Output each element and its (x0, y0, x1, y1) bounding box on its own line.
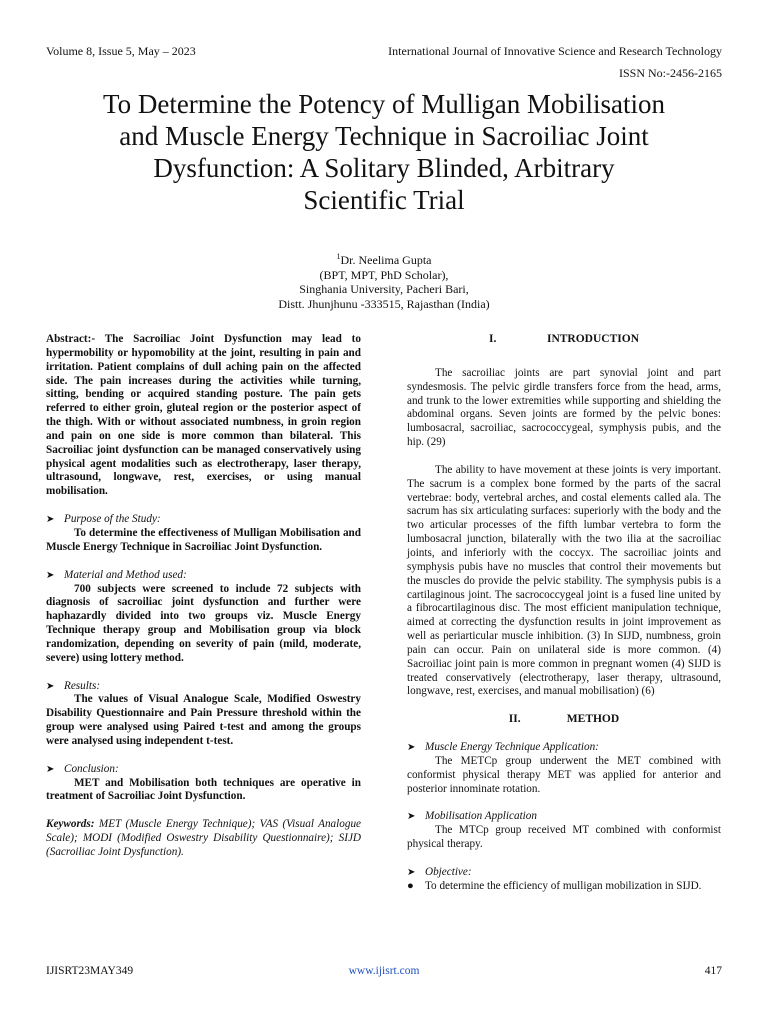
left-column (46, 333, 361, 860)
met-heading: ➤ Muscle Energy Technique Application: (407, 741, 599, 754)
journal-url-link[interactable]: www.ijisrt.com (348, 965, 420, 977)
arrowhead-bullet-icon: ➤ (46, 680, 55, 692)
conclusion-heading: ➤ Conclusion: (46, 762, 119, 775)
results-heading: ➤ Results: (46, 679, 101, 692)
purpose-heading: ➤ Purpose of the Study: (46, 513, 161, 526)
running-header (46, 44, 722, 60)
article-id: IJISRT23MAY349 (46, 965, 134, 977)
intro-paragraph-2: The ability to have movement at these joints is very important. The sacrum is a complex bone formed by the parts of the sacral vertebrae: body, vertebral arches, and costal elements called ala. The sacrum has six articulating surfaces: superiorly with the body and the two articular processes of the fifth lumbar vertebra to form the lumbosacral junction, bilaterally with the two ilia at the sacroiliac joints, and inferiorly with the coccyx. The sacroiliac joints and symphysis pubis have no muscles that control their movements but the muscles do provide the pelvic stability. The symphysis pubis is a cartilaginous joint. The sacrococcygeal joint is a fused line united by a fibrocartilaginous disc. The most efficient manipulation technique, aimed at correcting the dysfunction results in joint improvement as well as periarticular muscle inhibition. (3) In SIJD, numbness, groin pain can occur. Pain on unilateral side is more common. (4) Sacroiliac joint pain is more common in pregnant women (4) SIJD is treated conservatively (electrotherapy, laser therapy, ultrasound, longwave, rest, exercises, and manual mobilisation) (6) (407, 463, 721, 698)
conclusion-text: MET and Mobilisation both techniques are operative in treatment of Sacroiliac Joint Dysfunction. (46, 776, 361, 803)
arrowhead-bullet-icon: ➤ (46, 514, 55, 526)
method-text: 700 subjects were screened to include 72 subjects with diagnosis of sacroiliac joint dysfunction and further were haphazardly divided into two groups viz. Muscle Energy Technique therapy group and Mobilisation group via block randomization, depending on severity of pain (mild, moderate, severe) using lottery method. (46, 582, 361, 664)
volume-info: Volume 8, Issue 5, May – 2023 (46, 44, 196, 58)
title-line: To Determine the Potency of Mulligan Mobilisation (102, 89, 666, 119)
section-heading-introduction: I. INTRODUCTION (488, 333, 639, 345)
arrowhead-bullet-icon: ➤ (407, 811, 416, 823)
author-degrees: (BPT, MPT, PhD Scholar), (319, 267, 449, 282)
title-line: Scientific Trial (303, 185, 465, 215)
mobilisation-text: The MTCp group received MT combined with conformist physical therapy. (407, 824, 721, 851)
keywords-text: MET (Muscle Energy Technique); VAS (Visual Analogue Scale); MODI (Modified Oswestry Disability Questionnaire); SIJD (Sacroiliac Joint Dysfunction). (46, 818, 361, 858)
mobilisation-heading: ➤ Mobilisation Application (407, 810, 537, 823)
round-bullet-icon: ● (407, 879, 414, 892)
met-text: The METCp group underwent the MET combined with conformist physical therapy MET was applied for anterior and posterior innominate rotation. (407, 754, 721, 795)
abstract-text: Abstract:- The Sacroiliac Joint Dysfunction may lead to hypermobility or hypomobility at the joint, resulting in pain and irritation. Patient complains of dull aching pain on the affected side. The pain increases during the activities while turning, sitting, bending or acquired standing posture. The pain gets referred to either groin, gluteal region or the posterior aspect of the thigh. With or without associated numbness, in groin region and pain on one side is more common than bilateral. This Sacroiliac joint dysfunction can be managed conservatively using physical agent modalities such as electrotherapy, laser therapy, ultrasound, longwave, rest, exercises, or using manual mobilisation. (46, 333, 361, 498)
results-text: The values of Visual Analogue Scale, Modified Oswestry Disability Questionnaire and Pain Pressure threshold within the group were analysed using Paired t-test and among the groups were analysed using independent t-test. (46, 693, 361, 747)
author-address: Distt. Jhunjhunu -333515, Rajasthan (India) (278, 296, 490, 311)
page-number: 417 (704, 965, 722, 977)
objective-heading: ➤ Objective: (407, 866, 472, 878)
author-affiliation: Singhania University, Pacheri Bari, (299, 282, 469, 297)
right-column (407, 333, 721, 894)
section-heading-method: II. METHOD (508, 713, 620, 726)
arrowhead-bullet-icon: ➤ (407, 742, 416, 754)
arrowhead-bullet-icon: ➤ (46, 763, 55, 775)
page-footer (46, 965, 722, 981)
author-name: Dr. Neelima Gupta (340, 253, 432, 267)
issn: ISSN No:-2456-2165 (618, 66, 722, 80)
title-line: Dysfunction: A Solitary Blinded, Arbitrary (153, 153, 615, 183)
intro-paragraph-1: The sacroiliac joints are part synovial joint and part syndesmosis. The pelvic girdle transfers force from the head, arms, and trunk to the lower extremities while supporting and shielding the abdominal organs. Seven joints are formed by the pelvic bones: lumbosacral, sacroiliac, sacrococcygeal, symphysis pubis, and the hip. (29) (407, 366, 721, 449)
arrowhead-bullet-icon: ➤ (407, 867, 416, 878)
author-block (0, 250, 768, 311)
keywords-label: Keywords: (46, 818, 95, 831)
method-heading: ➤ Material and Method used: (46, 568, 187, 581)
journal-name: International Journal of Innovative Science and Research Technology (388, 44, 722, 58)
author-superscript: 1 (336, 252, 341, 261)
title-line: and Muscle Energy Technique in Sacroiliac Joint (119, 121, 649, 151)
keywords (46, 818, 361, 860)
purpose-text: To determine the effectiveness of Mulligan Mobilisation and Muscle Energy Technique in Sacroiliac Joint Dysfunction. (46, 526, 361, 553)
paper-title (40, 88, 728, 216)
arrowhead-bullet-icon: ➤ (46, 569, 55, 581)
objective-item: ● To determine the efficiency of mulligan mobilization in SIJD. (407, 879, 702, 892)
